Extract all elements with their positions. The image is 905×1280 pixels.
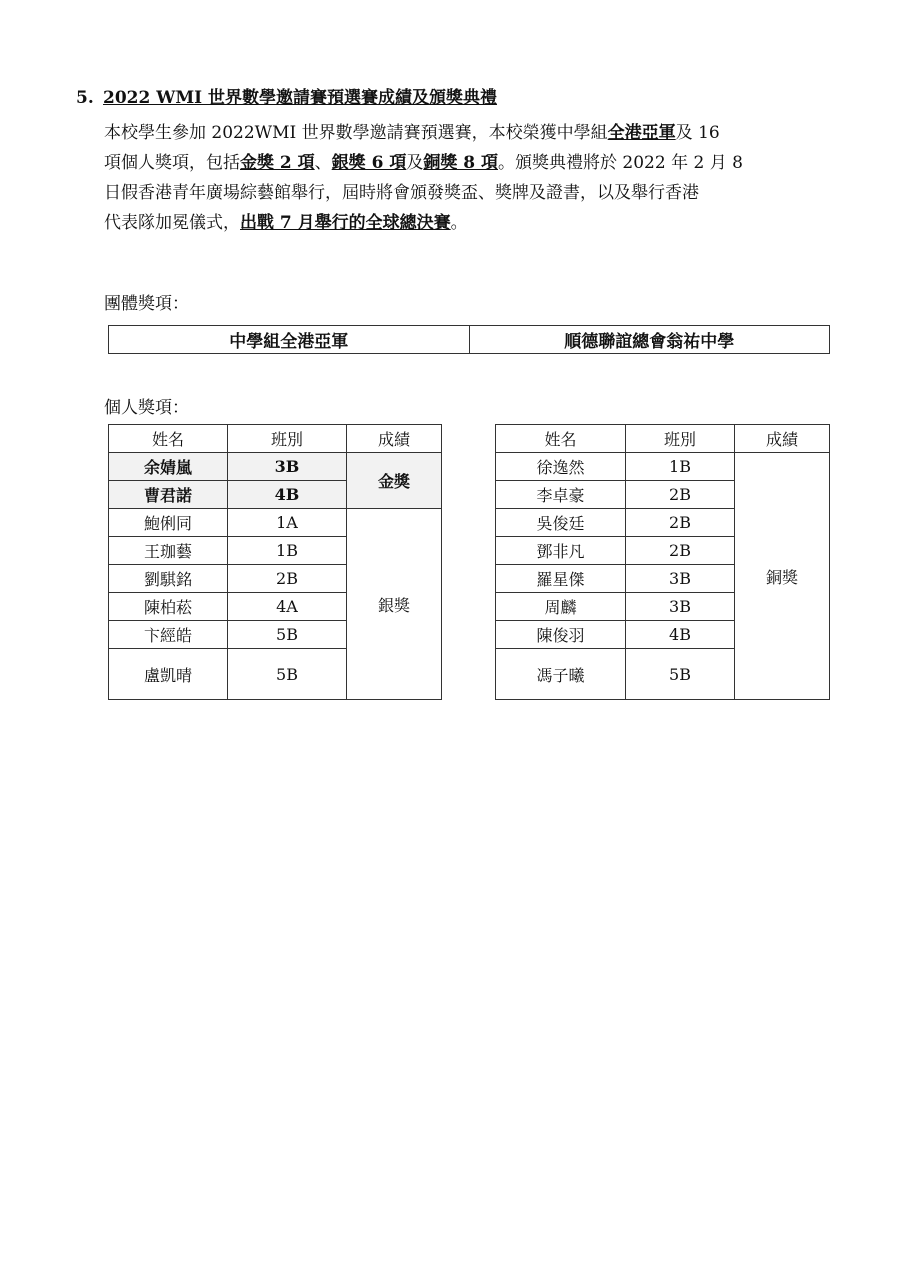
student-class: 5B: [626, 649, 735, 700]
section-number: 5.: [76, 88, 94, 108]
header-name: 姓名: [109, 425, 228, 453]
text-run: 代表隊加冕儀式，: [104, 213, 240, 233]
student-class: 1B: [626, 453, 735, 481]
section-title: 2022 WMI 世界數學邀請賽預選賽成績及頒獎典禮: [103, 88, 498, 108]
student-name: 余婧嵐: [109, 453, 228, 481]
text-run: 。頒獎典禮將於 2022 年 2 月 8: [498, 153, 743, 173]
header-class: 班別: [626, 425, 735, 453]
team-school-cell: 順德聯誼總會翁祐中學: [469, 326, 830, 354]
student-class: 5B: [228, 621, 347, 649]
student-class: 1A: [228, 509, 347, 537]
table-row: [109, 326, 830, 354]
student-name: 卞經皓: [109, 621, 228, 649]
team-award-cell: 中學組全港亞軍: [109, 326, 470, 354]
student-name: 鄧非凡: [496, 537, 626, 565]
text-run: 及 16: [675, 123, 720, 143]
student-class: 3B: [228, 453, 347, 481]
table-header-row: [109, 425, 442, 453]
paragraph-line-1: [104, 118, 839, 148]
emphasis-final: 出戰 7 月舉行的全球總決賽: [240, 213, 451, 233]
student-class: 2B: [228, 565, 347, 593]
text-run: 。: [450, 213, 468, 233]
student-name: 馮子曦: [496, 649, 626, 700]
student-class: 5B: [228, 649, 347, 700]
award-silver: 銀獎: [347, 509, 442, 700]
student-class: 3B: [626, 565, 735, 593]
header-name: 姓名: [496, 425, 626, 453]
student-name: 盧凱晴: [109, 649, 228, 700]
student-name: 徐逸然: [496, 453, 626, 481]
announcement-paragraph: [104, 118, 839, 238]
student-name: 鮑俐同: [109, 509, 228, 537]
paragraph-line-2: [104, 148, 839, 178]
table-header-row: [496, 425, 830, 453]
student-name: 劉騏銘: [109, 565, 228, 593]
team-awards-label: 團體獎項：: [104, 294, 189, 314]
student-name: 陳柏菘: [109, 593, 228, 621]
individual-awards-label: 個人獎項：: [104, 398, 189, 418]
table-row: [109, 509, 442, 537]
student-name: 李卓豪: [496, 481, 626, 509]
emphasis-team-award: 全港亞軍: [607, 123, 676, 143]
student-name: 羅星傑: [496, 565, 626, 593]
student-name: 周麟: [496, 593, 626, 621]
header-result: 成績: [347, 425, 442, 453]
student-name: 曹君諾: [109, 481, 228, 509]
emphasis-gold-count: 金獎 2 項: [240, 153, 315, 173]
emphasis-bronze-count: 銅獎 8 項: [423, 153, 499, 173]
student-class: 2B: [626, 481, 735, 509]
student-class: 4B: [228, 481, 347, 509]
header-result: 成績: [735, 425, 830, 453]
student-class: 2B: [626, 509, 735, 537]
student-class: 3B: [626, 593, 735, 621]
text-run: 及: [406, 153, 424, 173]
gold-silver-table: [108, 424, 442, 700]
student-class: 4A: [228, 593, 347, 621]
student-name: 吳俊廷: [496, 509, 626, 537]
header-class: 班別: [228, 425, 347, 453]
student-name: 王珈藝: [109, 537, 228, 565]
student-class: 1B: [228, 537, 347, 565]
text-run: 本校學生參加 2022WMI 世界數學邀請賽預選賽，本校榮獲中學組: [104, 123, 608, 143]
table-row: [496, 453, 830, 481]
team-award-table: [108, 325, 830, 354]
student-class: 4B: [626, 621, 735, 649]
award-gold: 金獎: [347, 453, 442, 509]
bronze-table: [495, 424, 830, 700]
text-run: 、: [314, 153, 332, 173]
student-class: 2B: [626, 537, 735, 565]
emphasis-silver-count: 銀獎 6 項: [331, 153, 407, 173]
paragraph-line-3: 日假香港青年廣場綜藝館舉行，屆時將會頒發獎盃、獎牌及證書，以及舉行香港: [104, 183, 699, 203]
table-row: [109, 453, 442, 481]
paragraph-line-4: [104, 208, 839, 238]
section-heading: [76, 86, 497, 110]
student-name: 陳俊羽: [496, 621, 626, 649]
award-bronze: 銅獎: [735, 453, 830, 700]
text-run: 項個人獎項，包括: [104, 153, 240, 173]
